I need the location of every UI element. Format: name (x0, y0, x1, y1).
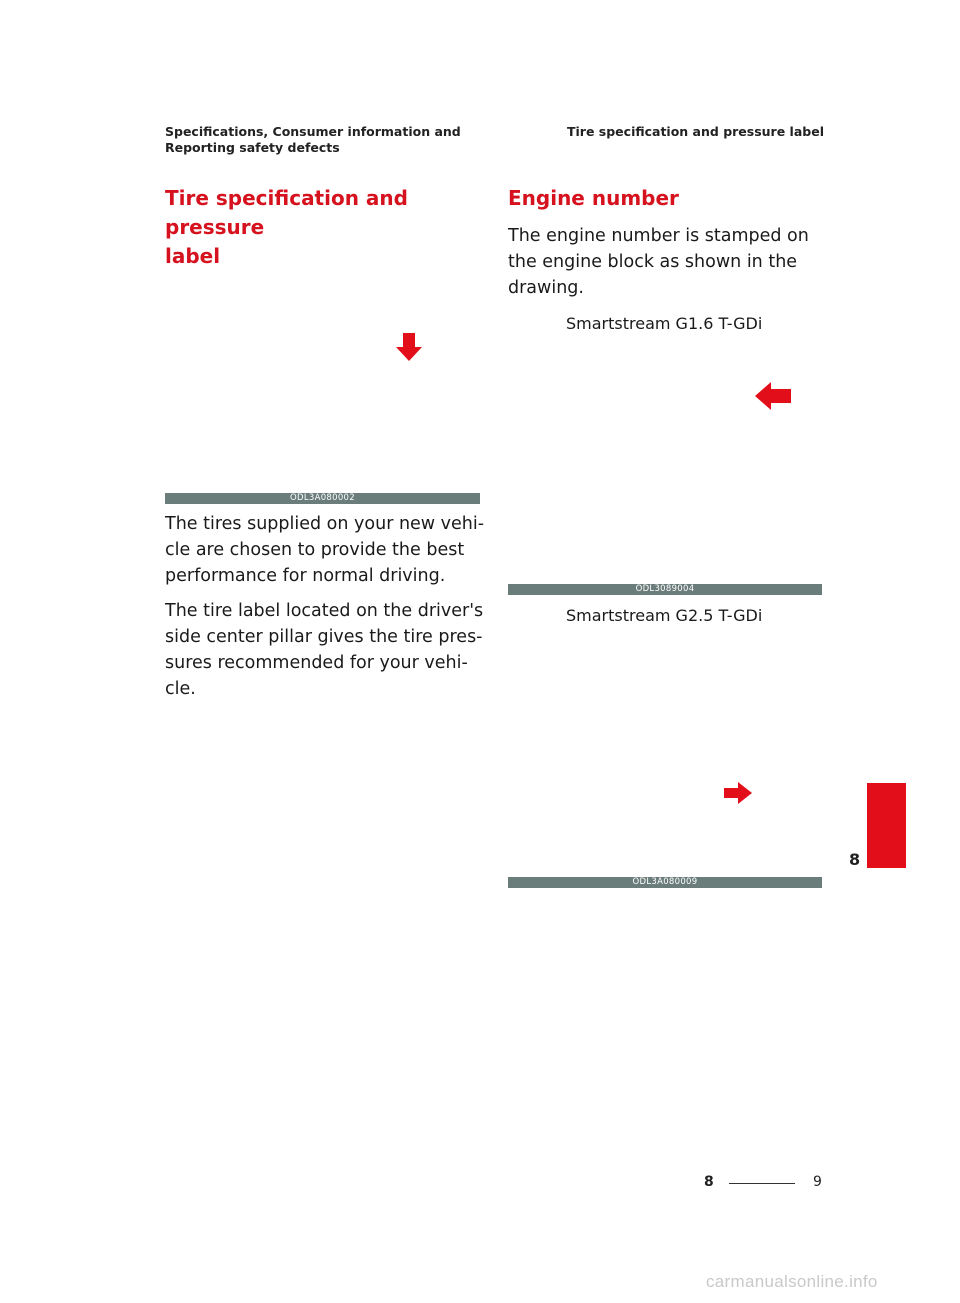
chapter-side-tab (867, 783, 906, 868)
paragraph-tire-label-location (165, 598, 485, 702)
paragraph-tires-supplied (165, 511, 485, 589)
paragraph-line: sures recommended for your vehi- (165, 653, 468, 673)
paragraph-line: The tires supplied on your new vehi- (165, 514, 485, 534)
paragraph-line: performance for normal driving. (165, 566, 446, 586)
engine-label-g16: Smartstream G1.6 T-GDi (566, 314, 763, 333)
footer-chapter-number: 8 (704, 1174, 714, 1190)
figure-caption-tire-label: ODL3A080002 (165, 493, 480, 504)
header-left-line2: Reporting safety defects (165, 140, 340, 155)
section-title-engine-number: Engine number (508, 186, 679, 210)
figure-caption-engine-g16: ODL3089004 (508, 584, 822, 595)
arrow-down-icon (396, 333, 422, 361)
section-title-tire-label (165, 184, 475, 271)
paragraph-line: cle. (165, 679, 196, 699)
arrow-right-icon (724, 782, 752, 804)
figure-caption-engine-g25: ODL3A080009 (508, 877, 822, 888)
section-title-line1: Tire specification and pressure (165, 186, 408, 239)
paragraph-line: side center pillar gives the tire pres- (165, 627, 483, 647)
section-title-line2: label (165, 244, 221, 268)
paragraph-line: The engine number is stamped on (508, 226, 809, 246)
footer-page-number: 9 (813, 1174, 822, 1190)
paragraph-line: cle are chosen to provide the best (165, 540, 465, 560)
paragraph-line: The tire label located on the driver's (165, 601, 484, 621)
paragraph-line: drawing. (508, 278, 584, 298)
chapter-side-number: 8 (849, 850, 861, 869)
header-left-line1: Specifications, Consumer information and (165, 124, 461, 139)
running-header-right: Tire specification and pressure label (566, 124, 824, 139)
watermark: carmanualsonline.info (706, 1272, 878, 1291)
paragraph-line: the engine block as shown in the (508, 252, 798, 272)
footer-divider (729, 1183, 795, 1184)
engine-label-g25: Smartstream G2.5 T-GDi (566, 606, 763, 625)
arrow-left-icon (755, 382, 791, 410)
paragraph-engine-number (508, 223, 828, 301)
running-header-left (165, 124, 465, 156)
